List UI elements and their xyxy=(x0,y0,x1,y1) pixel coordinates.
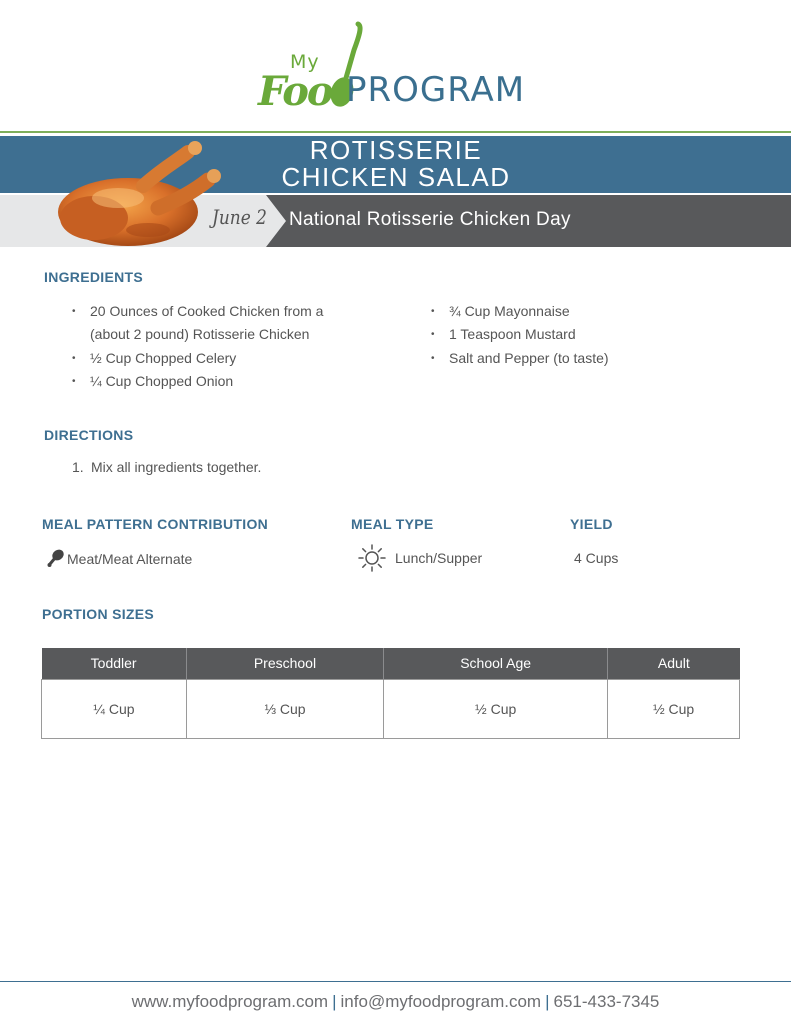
portion-sizes-heading: PORTION SIZES xyxy=(42,606,155,622)
table-row xyxy=(42,679,740,738)
holiday-date: June 2 xyxy=(212,205,267,229)
column-header-preschool: Preschool xyxy=(186,648,383,679)
list-item xyxy=(72,347,392,370)
my-food-program-logo xyxy=(250,18,550,113)
bullet-icon: • xyxy=(72,306,76,317)
table-header-row xyxy=(42,648,740,679)
bullet-icon: • xyxy=(431,306,435,317)
logo-food-text: Foo xyxy=(258,68,332,115)
list-item xyxy=(431,323,731,346)
website-link[interactable]: www.myfoodprogram.com xyxy=(131,992,329,1011)
portion-sizes-table xyxy=(41,648,740,739)
list-item xyxy=(72,300,392,347)
ingredient-line: ¾ Cup Mayonnaise xyxy=(449,303,570,319)
column-header-school-age: School Age xyxy=(384,648,608,679)
column-header-toddler: Toddler xyxy=(42,648,187,679)
footer-rule xyxy=(0,981,791,982)
ingredient-line: ½ Cup Chopped Celery xyxy=(90,349,237,366)
recipe-title-line1: ROTISSERIE xyxy=(309,135,483,165)
yield-heading: YIELD xyxy=(570,516,613,532)
list-item xyxy=(431,347,731,370)
ingredient-line: (about 2 pound) Rotisserie Chicken xyxy=(90,326,310,343)
meal-pattern-value: Meat/Meat Alternate xyxy=(67,551,193,567)
roast-chicken-image xyxy=(48,138,226,250)
phone-number: 651-433-7345 xyxy=(553,992,660,1011)
ingredients-list-left xyxy=(72,300,392,393)
column-header-adult: Adult xyxy=(608,648,740,679)
header-rule xyxy=(0,131,791,133)
meal-type-value: Lunch/Supper xyxy=(395,550,483,566)
directions-list xyxy=(72,459,261,475)
bullet-icon: • xyxy=(72,352,76,364)
ingredient-line: 1 Teaspoon Mustard xyxy=(449,326,576,343)
ingredient-line: 20 Ounces of Cooked Chicken from a xyxy=(90,303,324,319)
recipe-title xyxy=(200,137,592,191)
bullet-icon: • xyxy=(431,329,435,341)
list-item xyxy=(72,459,261,475)
ingredients-heading: INGREDIENTS xyxy=(44,269,143,285)
portion-adult: ½ Cup xyxy=(608,679,740,738)
portion-preschool: ⅓ Cup xyxy=(186,679,383,738)
list-item xyxy=(72,370,392,393)
bullet-icon: • xyxy=(72,375,76,387)
yield-value: 4 Cups xyxy=(574,550,619,566)
logo-program-text: PROGRAM xyxy=(346,70,526,110)
directions-heading: DIRECTIONS xyxy=(44,427,134,443)
list-item xyxy=(431,300,731,323)
meal-type-heading: MEAL TYPE xyxy=(351,516,434,532)
email-link[interactable]: info@myfoodprogram.com xyxy=(340,992,542,1011)
recipe-title-line2: CHICKEN SALAD xyxy=(281,162,511,192)
portion-toddler: ¼ Cup xyxy=(42,679,187,738)
ingredients-list-right xyxy=(431,300,731,370)
ingredient-line: Salt and Pepper (to taste) xyxy=(449,349,609,366)
bullet-icon: • xyxy=(431,352,435,364)
footer-separator: | xyxy=(332,992,337,1011)
meal-pattern-heading: MEAL PATTERN CONTRIBUTION xyxy=(42,516,269,532)
step-number: 1. xyxy=(72,459,84,475)
step-text: Mix all ingredients together. xyxy=(91,459,262,475)
drumstick-icon xyxy=(47,549,65,568)
ingredient-line: ¼ Cup Chopped Onion xyxy=(90,372,234,389)
logo-my-text: My xyxy=(290,51,320,73)
footer xyxy=(0,992,791,1012)
footer-separator: | xyxy=(545,992,550,1011)
portion-school-age: ½ Cup xyxy=(384,679,608,738)
sun-icon xyxy=(358,544,386,572)
holiday-name: National Rotisserie Chicken Day xyxy=(289,209,571,230)
